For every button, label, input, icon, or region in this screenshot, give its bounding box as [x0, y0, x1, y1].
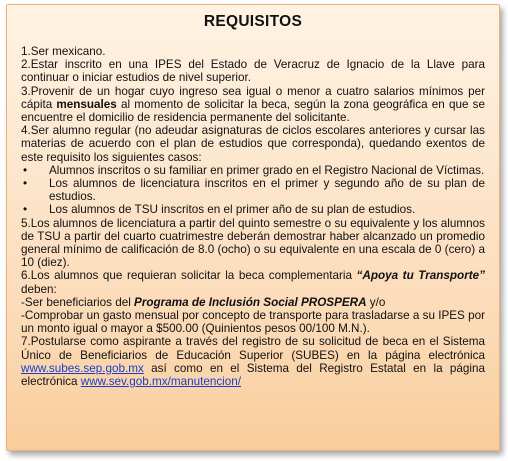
requirement-6-option-a	[21, 296, 485, 309]
requirement-5: 5.Los alumnos de licenciatura a partir del quinto semestre o su equivalente y los alumnos de TSU a partir del cuarto cuatrimestre deberán demostrar haber alcanzado un promedio general mínimo de calificación de 8.0 (ocho) o su equivalente en una escala de 0 (cero) a 10 (diez).	[21, 216, 485, 270]
requirements-panel	[6, 4, 500, 451]
option-a-program-name: Programa de Inclusión Social PROSPERA	[134, 295, 367, 309]
bullet-icon: •	[23, 177, 28, 191]
option-a-text: -Ser beneficiarios del	[21, 295, 135, 309]
exemption-text: Los alumnos de licenciatura inscritos en el primer y segundo año de su plan de estudios.	[49, 177, 485, 204]
requirement-6-text-end: deben:	[21, 282, 57, 296]
manutencion-link[interactable]: www.sev.gob.mx/manutencion/	[80, 375, 242, 389]
requirement-7-text-middle: así como en el Sistema del Registro Estatal en la página electrónica	[21, 361, 485, 389]
page-title: REQUISITOS	[203, 13, 303, 30]
requirement-3-text-end: al momento de solicitar la beca, según la zona geográfica en que se encuentre el domicilio de residencia permanente del solicitante.	[21, 97, 485, 125]
requirement-3-bold: mensuales	[56, 97, 117, 111]
exemption-text: Los alumnos de TSU inscritos en el primer año de su plan de estudios.	[49, 203, 416, 217]
requirement-6-option-b: -Comprobar un gasto mensual por concepto de transporte para trasladarse a su IPES por un monto igual o mayor a $500.00 (Quinientos pesos 00/100 M.N.).	[21, 309, 485, 336]
requirement-7	[21, 335, 485, 388]
bullet-icon: •	[23, 203, 28, 217]
requirement-6-text: 6.Los alumnos que requieran solicitar la beca complementaria	[21, 269, 357, 283]
requirement-4: 4.Ser alumno regular (no adeudar asignaturas de ciclos escolares anteriores y cursar las materias de acuerdo con el plan de estudios que corresponda), quedando exentos de este requisito los siguientes casos:	[21, 124, 485, 164]
requirement-6-program-name: “Apoya tu Transporte”	[356, 269, 485, 283]
subes-link[interactable]: www.subes.sep.gob.mx	[21, 361, 144, 375]
requirement-3-text: 3.Provenir de un hogar cuyo ingreso sea igual o menor a cuatro salarios mínimos per cápita	[21, 84, 485, 111]
requirements-list	[21, 45, 485, 388]
requirement-1: 1.Ser mexicano.	[21, 45, 106, 58]
bullet-icon: •	[23, 163, 28, 177]
exemption-text: Alumnos inscritos o su familiar en primer grado en el Registro Nacional de Víctimas.	[49, 163, 485, 177]
requirement-3	[21, 85, 485, 125]
exemption-item	[21, 203, 485, 216]
exemption-item	[21, 164, 485, 177]
exemption-item	[21, 177, 485, 203]
requirement-6	[21, 269, 485, 295]
option-a-text-end: y/o	[366, 295, 386, 309]
requirement-7-text: 7.Postularse como aspirante a través del registro de su solicitud de beca en el Sistema Único de Beneficiarios de Educación Superior (SUBES) en la página electrónica	[21, 335, 485, 362]
requirement-2: 2.Estar inscrito en una IPES del Estado de Veracruz de Ignacio de la Llave para continuar o iniciar estudios de nivel superior.	[21, 58, 485, 85]
